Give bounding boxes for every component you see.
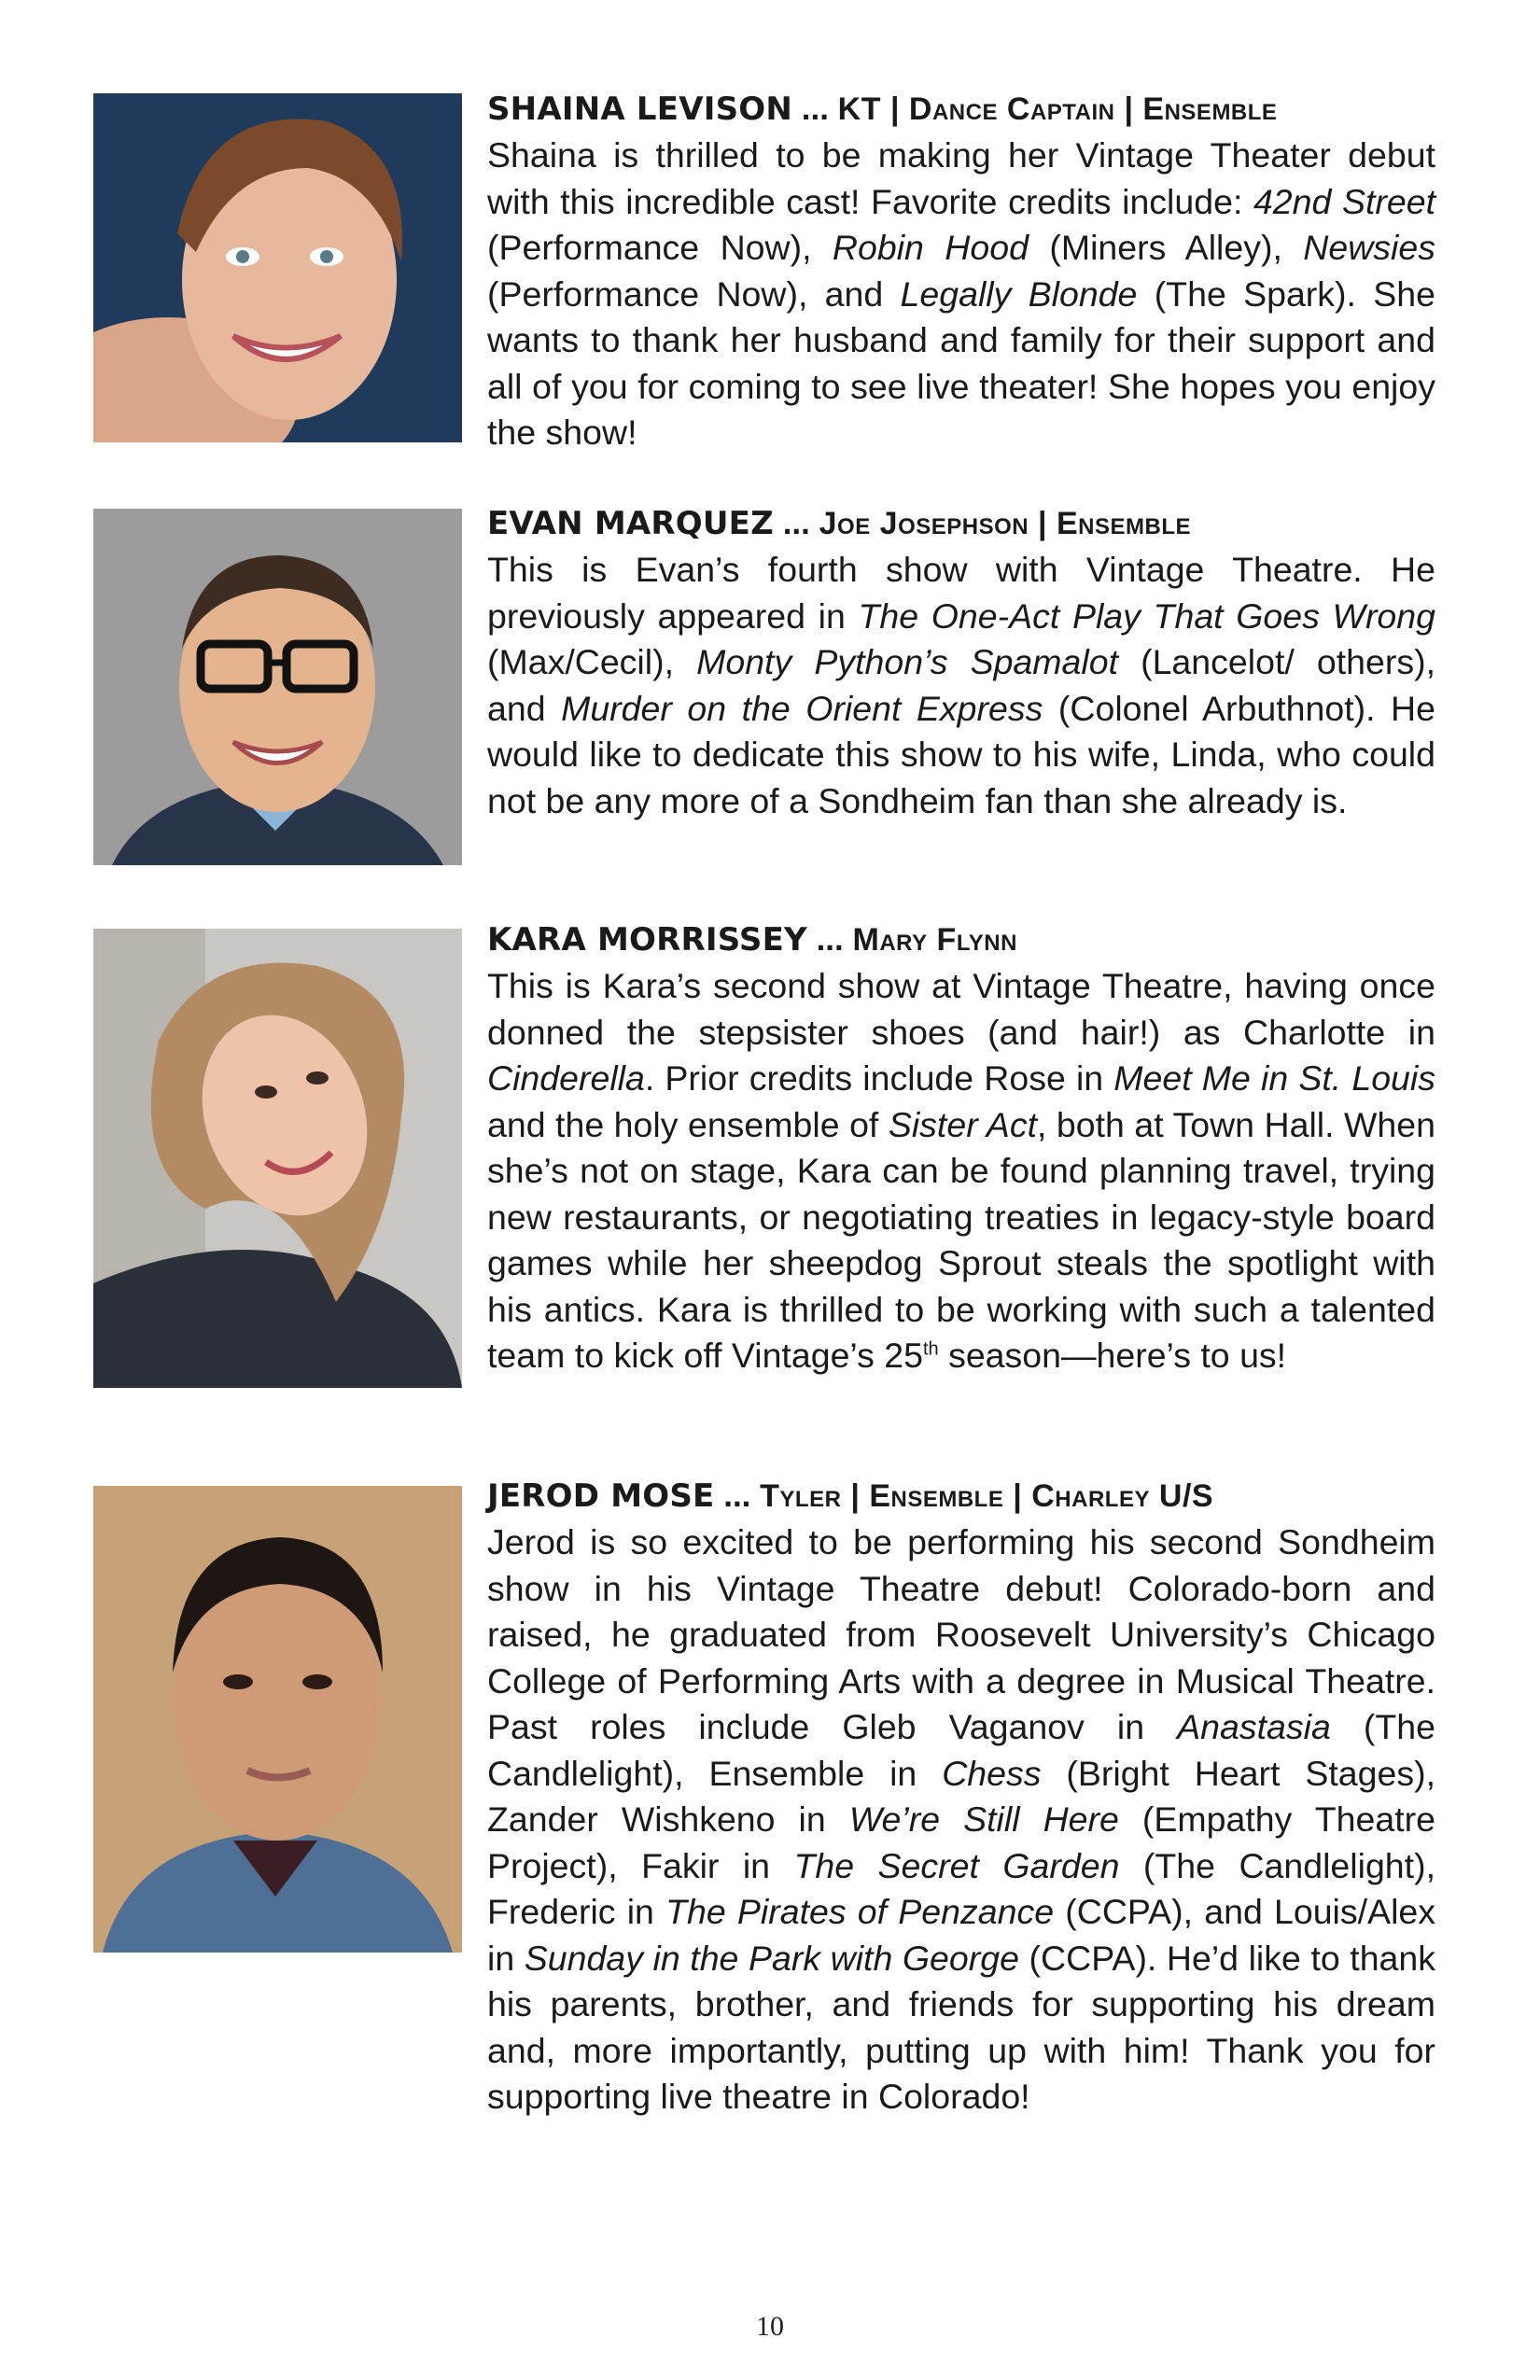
italic-title: 42nd Street (1253, 181, 1436, 221)
bio-text: (Max/Cecil), (487, 642, 697, 681)
cast-name: EVAN MARQUEZ (487, 505, 774, 542)
cast-name: SHAINA LEVISON (487, 91, 793, 128)
headshot-photo (93, 929, 462, 1388)
italic-title: Robin Hood (832, 228, 1029, 267)
italic-title: The One-Act Play That Goes Wrong (858, 595, 1435, 636)
bio-text: This is Kara’s second show at Vintage Theatre, having once donned the stepsister shoes (and hair!) as Charlotte in (487, 966, 1435, 1052)
italic-title: Murder on the Orient Express (561, 688, 1043, 728)
bio-text: This is Evan’s fourth show with Vintage Theatre. He previously appeared in (487, 550, 1435, 636)
italic-title: The Pirates of Penzance (665, 1892, 1055, 1931)
heading-separator: ... (723, 1477, 751, 1514)
bio-text: Shaina is thrilled to be making her Vintage Theater debut with this incredible cast! Favorite credits include: (487, 135, 1435, 221)
italic-title: Anastasia (1177, 1707, 1331, 1746)
cast-bio (487, 547, 1435, 824)
italic-title: The Secret Garden (793, 1845, 1120, 1885)
italic-title: Meet Me in St. Louis (1113, 1058, 1435, 1098)
italic-title: Chess (942, 1753, 1042, 1793)
headshot-photo (93, 509, 462, 865)
cast-role: Mary Flynn (852, 922, 1017, 958)
bio-text: Jerod is so excited to be performing his second Sondheim show in his Vintage Theatre debut! Colorado-born and raised, he graduated from Roosevelt University’s Chicago College of Performing Arts with a degree in Musical Theatre. Past roles include Gleb Vaganov in (487, 1522, 1435, 1746)
cast-heading (487, 1473, 1435, 1519)
bio-text: (Colonel Arbuthnot). He would like to dedicate this show to his wife, Linda, who could not be any more of a Sondheim fan than she already is. (487, 688, 1435, 820)
cast-name: KARA MORRISSEY (487, 921, 807, 959)
italic-title: Cinderella (487, 1058, 645, 1098)
bio-text: (The Candlelight), Frederic in (487, 1845, 1435, 1931)
cast-role: Joe Josephson | Ensemble (819, 506, 1192, 541)
italic-title: Sunday in the Park with George (524, 1938, 1019, 1978)
headshot-photo (93, 1486, 462, 1953)
italic-title: Legally Blonde (900, 273, 1138, 314)
italic-title: Monty Python’s Spamalot (696, 642, 1118, 681)
bio-text: (Performance Now), and (487, 273, 901, 314)
bio-text: (The Spark). She wants to thank her husband and family for their support and all of you for coming to see live theater! She hopes you enjoy the show! (487, 273, 1435, 452)
cast-name: JEROD MOSE (487, 1477, 715, 1515)
cast-heading (487, 500, 1435, 547)
heading-separator: ... (801, 91, 829, 127)
italic-title: We’re Still Here (848, 1799, 1119, 1839)
superscript: th (922, 1338, 939, 1360)
heading-separator: ... (782, 505, 810, 541)
bio-text: (The Candlelight), Ensemble in (487, 1707, 1435, 1793)
italic-title: Newsies (1303, 228, 1435, 267)
cast-heading (487, 917, 1435, 963)
bio-text: (Performance Now), (487, 228, 833, 267)
bio-text: (Lancelot/ others), and (487, 642, 1436, 728)
bio-text: . Prior credits include Rose in (644, 1058, 1114, 1098)
bio-text: and the holy ensemble of (487, 1104, 889, 1144)
cast-bio (487, 1519, 1435, 2121)
bio-text: season—here’s to us! (938, 1336, 1287, 1375)
cast-heading (487, 86, 1435, 133)
bio-text: (CCPA), and Louis/Alex in (487, 1892, 1436, 1978)
bio-text: (Miners Alley), (1028, 228, 1304, 267)
bio-text: (Empathy Theatre Project), Fakir in (487, 1799, 1436, 1885)
page-number: 10 (756, 2311, 784, 2342)
bio-text: , both at Town Hall. When she’s not on stage, Kara can be found planning travel, trying new restaurants, or negotiating treaties in legacy-style board games while her sheepdog Sprout steals the spotlight with his antics. Kara is thrilled to be working with such a talented team to kick off Vintage’s 25 (487, 1104, 1435, 1375)
cast-role: KT | Dance Captain | Ensemble (837, 91, 1278, 127)
bio-text: (CCPA). He’d like to thank his parents, brother, and friends for supporting his dream and, more importantly, putting up with him! Thank you for supporting live theatre in Colorado! (487, 1938, 1436, 2116)
italic-title: Sister Act (888, 1104, 1037, 1144)
cast-bio (487, 963, 1435, 1379)
bio-text: (Bright Heart Stages), Zander Wishkeno in (487, 1753, 1435, 1839)
cast-bio (487, 133, 1435, 456)
headshot-photo (93, 93, 462, 442)
cast-role: Tyler | Ensemble | Charley U/S (760, 1478, 1214, 1514)
heading-separator: ... (816, 921, 844, 958)
